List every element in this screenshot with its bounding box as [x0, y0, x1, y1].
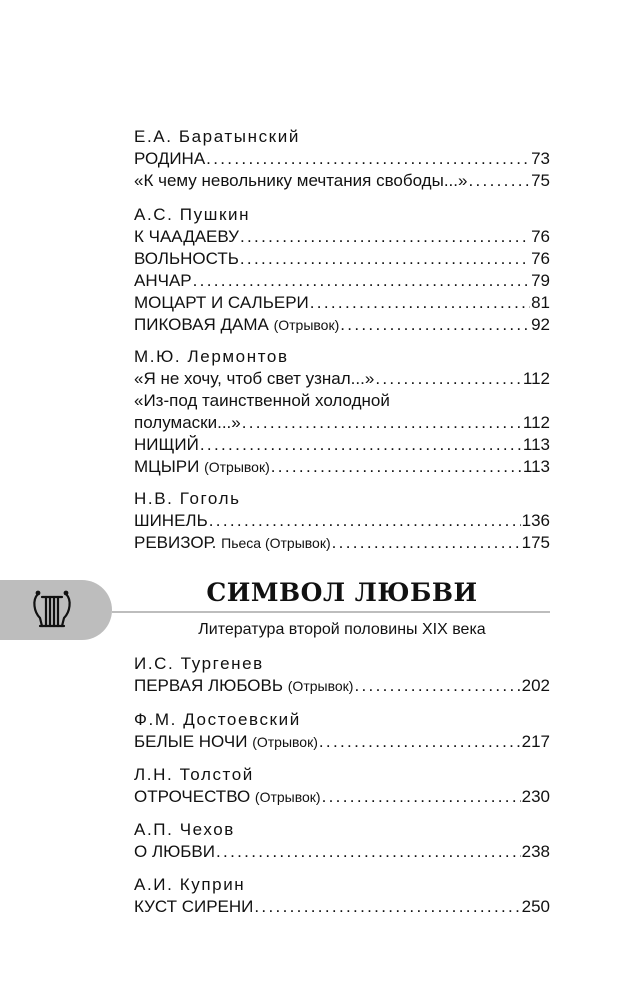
entry-title: К ЧААДАЕВУ: [134, 227, 239, 246]
entry-title: [134, 786, 321, 808]
entry-note: (Отрывок): [287, 678, 354, 694]
page-number: 92: [531, 315, 550, 334]
leader-dots: [242, 412, 522, 434]
leader-dots: [468, 170, 530, 192]
author-name: А.П. Чехов: [134, 820, 235, 839]
entry-title: НИЩИЙ: [134, 435, 199, 454]
toc-group-chekhov: [134, 819, 550, 863]
entry-title: ШИНЕЛЬ: [134, 511, 208, 530]
entry-title: полумаски...»: [134, 413, 241, 432]
toc-entry[interactable]: [134, 510, 550, 532]
toc-entry[interactable]: [134, 270, 550, 292]
entry-title: [134, 675, 353, 697]
author-name: Ф.М. Достоевский: [134, 710, 301, 729]
page-number: 202: [521, 676, 550, 695]
toc-group-pushkin: [134, 204, 550, 336]
page-number: 75: [531, 171, 550, 190]
leader-dots: [319, 731, 521, 753]
leader-dots: [354, 675, 520, 697]
entry-title-text: РЕВИЗОР.: [134, 533, 217, 552]
entry-title-text: БЕЛЫЕ НОЧИ: [134, 732, 248, 751]
leader-dots: [200, 434, 522, 456]
toc-entry[interactable]: [134, 368, 550, 390]
entry-note: (Отрывок): [252, 734, 318, 750]
entry-title: [134, 456, 270, 478]
entry-note: (Отрывок): [254, 789, 321, 805]
author-name: А.И. Куприн: [134, 875, 246, 894]
toc-entry[interactable]: [134, 731, 550, 753]
leader-dots: [310, 292, 530, 314]
entry-note: Пьеса (Отрывок): [221, 535, 331, 551]
toc-group-turgenev: [134, 653, 550, 697]
entry-title-text: ОТРОЧЕСТВО: [134, 787, 251, 806]
page-number: 113: [522, 435, 550, 454]
toc-entry[interactable]: [134, 148, 550, 170]
toc-entry[interactable]: [134, 456, 550, 478]
toc-group-lermontov: [134, 346, 550, 478]
toc-group-gogol: [134, 488, 550, 554]
author-name: Н.В. Гоголь: [134, 489, 241, 508]
toc-group-dostoevsky: [134, 709, 550, 753]
lyre-icon: [28, 586, 76, 634]
author-name: М.Ю. Лермонтов: [134, 347, 289, 366]
leader-dots: [332, 532, 521, 554]
author-name: Л.Н. Толстой: [134, 765, 254, 784]
toc-entry[interactable]: [134, 841, 550, 863]
entry-title-text: ПЕРВАЯ ЛЮБОВЬ: [134, 676, 284, 695]
section-tab: [0, 580, 112, 640]
toc-group-kuprin: [134, 874, 550, 918]
entry-title-text: ПИКОВАЯ ДАМА: [134, 315, 269, 334]
entry-title: «Я не хочу, чтоб свет узнал...»: [134, 369, 375, 388]
toc-entry[interactable]: [134, 170, 550, 192]
leader-dots: [340, 314, 530, 336]
page-number: 76: [531, 227, 550, 246]
section-divider: [112, 611, 550, 613]
entry-title: МОЦАРТ И САЛЬЕРИ: [134, 293, 309, 312]
toc-entry[interactable]: [134, 226, 550, 248]
page-number: 112: [522, 413, 550, 432]
author-name: Е.А. Баратынский: [134, 127, 300, 146]
toc-entry[interactable]: [134, 532, 550, 554]
leader-dots: [209, 510, 521, 532]
toc-entry[interactable]: [134, 292, 550, 314]
leader-dots: [254, 896, 520, 918]
page-number: 113: [522, 457, 550, 476]
toc-entry[interactable]: [134, 314, 550, 336]
entry-title: ВОЛЬНОСТЬ: [134, 249, 239, 268]
section-subtitle: Литература второй половины XIX века: [198, 621, 486, 638]
page-number: 217: [521, 732, 550, 751]
entry-title: РОДИНА: [134, 149, 206, 168]
toc-group-tolstoy: [134, 764, 550, 808]
toc-entry[interactable]: [134, 675, 550, 697]
leader-dots: [193, 270, 530, 292]
page-number: 175: [521, 533, 550, 552]
leader-dots: [322, 786, 521, 808]
toc-entry[interactable]: [134, 412, 550, 434]
toc-entry[interactable]: [134, 248, 550, 270]
toc-entry[interactable]: [134, 434, 550, 456]
author-name: А.С. Пушкин: [134, 205, 251, 224]
entry-title: «К чему невольнику мечтания свободы...»: [134, 171, 468, 190]
page-number: 112: [522, 369, 550, 388]
leader-dots: [271, 456, 522, 478]
leader-dots: [216, 841, 521, 863]
entry-note: (Отрывок): [204, 459, 270, 475]
toc-group-baratynsky: [134, 126, 550, 192]
entry-title-line1[interactable]: «Из-под таинственной холодной: [134, 391, 390, 410]
page-number: 250: [521, 897, 550, 916]
section-title: СИМВОЛ ЛЮБВИ: [206, 578, 478, 607]
page-number: 81: [531, 293, 550, 312]
entry-title: О ЛЮБВИ: [134, 842, 215, 861]
entry-title: [134, 532, 331, 554]
leader-dots: [375, 368, 522, 390]
author-name: И.С. Тургенев: [134, 654, 264, 673]
leader-dots: [240, 226, 530, 248]
toc-entry[interactable]: [134, 786, 550, 808]
entry-title: КУСТ СИРЕНИ: [134, 897, 254, 916]
page-number: 79: [531, 271, 550, 290]
entry-title: АНЧАР: [134, 271, 192, 290]
entry-title: [134, 314, 339, 336]
page-number: 136: [521, 511, 550, 530]
entry-title: [134, 731, 318, 753]
page-number: 238: [521, 842, 550, 861]
page-number: 76: [531, 249, 550, 268]
entry-title-text: МЦЫРИ: [134, 457, 200, 476]
leader-dots: [240, 248, 530, 270]
entry-note: (Отрывок): [273, 317, 340, 333]
toc-entry[interactable]: [134, 896, 550, 918]
page-number: 230: [521, 787, 550, 806]
page-number: 73: [531, 149, 550, 168]
leader-dots: [206, 148, 530, 170]
